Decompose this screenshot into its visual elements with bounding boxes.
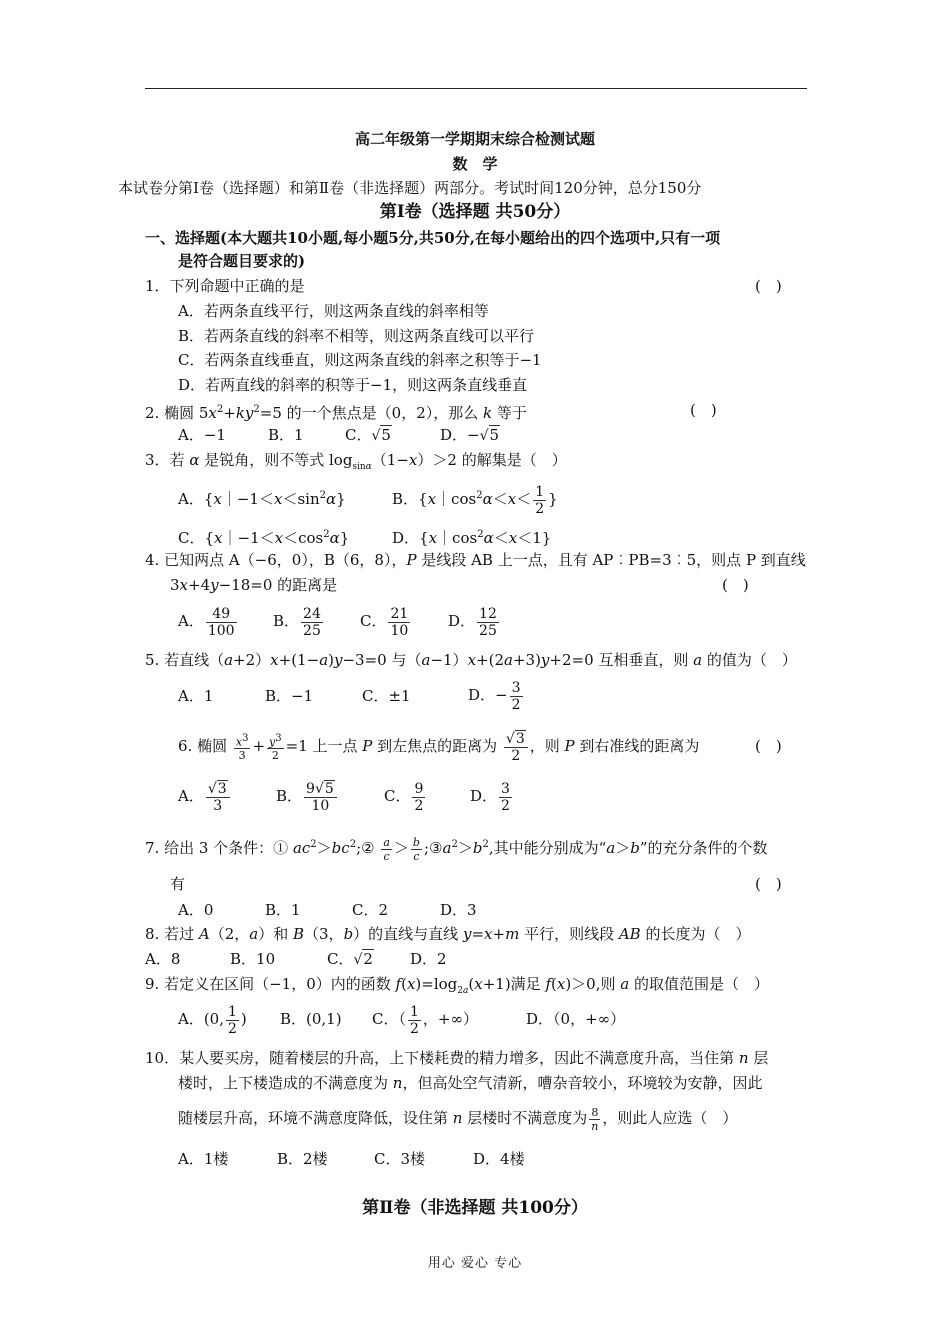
q7-option-c: C．2 xyxy=(352,901,389,919)
q5-option-b: B．−1 xyxy=(265,687,314,705)
q7-option-b: B．1 xyxy=(265,901,301,919)
part2-title: 第Ⅱ卷（非选择题 共100分） xyxy=(362,1198,588,1218)
q4-option-b: B． $\frac{24}{25}$ xyxy=(273,605,321,639)
q10-option-d: D．4楼 xyxy=(473,1150,525,1168)
q8-option-b: B．10 xyxy=(230,950,276,968)
q10-option-a: A．1楼 xyxy=(178,1150,229,1168)
q2-stem: 2. 椭圆 $5x^2+ky^2=5$ 的一个焦点是（0，2），那么 k 等于 xyxy=(145,404,527,422)
q8-option-d: D．2 xyxy=(410,950,447,968)
q1-option-b: B．若两条直线的斜率不相等，则这两条直线可以平行 xyxy=(178,327,535,345)
q1-answer-paren: ( ) xyxy=(755,277,782,295)
q7-answer-paren: ( ) xyxy=(755,875,782,893)
q4-answer-paren: ( ) xyxy=(722,576,749,594)
q4-option-d: D． $\frac{12}{25}$ xyxy=(448,605,497,639)
q8-option-a: A．8 xyxy=(145,950,181,968)
q5-option-d: D．− $\frac{3}{2}$ xyxy=(468,679,521,713)
q4-stem-line2: 3x+4y−18=0 的距离是 xyxy=(170,576,338,594)
q7-stem: 7. 给出 3 个条件：① $ac^2>bc^2;②$ $\frac{a}{c}$ ＞ $\frac{b}{c}$ $;③a^2>b^2$,其中能分别成为“a＞b”的充分条件的个数 xyxy=(145,835,768,863)
q1-option-d: D．若两直线的斜率的积等于−1，则这两条直线垂直 xyxy=(178,376,528,394)
q6-stem: 6. 椭圆 $\frac{x^3}{3}$ + $\frac{y^3}{2}$ =1 上一点 P 到左焦点的距离为 $\frac{√3}{2}$ ，则 P 到右准线的距离为 xyxy=(178,730,700,764)
q9-option-b: B．(0,1) xyxy=(280,1010,342,1028)
q6-option-b: B． $\frac{9√5}{10}$ xyxy=(276,776,339,816)
q3-stem: 3．若 α 是锐角，则不等式 $\log_{sin\alpha}(1-x)>2$ 的解集是（ ） xyxy=(145,451,567,472)
q6-option-a: A． $\frac{√3}{3}$ xyxy=(178,776,232,816)
q3-option-a: A．$\{x|-1<x<\sin^2\alpha\}$ xyxy=(178,490,346,508)
header-rule xyxy=(145,88,807,89)
section-header-line1: 一、选择题(本大题共10小题,每小题5分,共50分,在每小题给出的四个选项中,只有一项 xyxy=(145,229,721,247)
q7-stem-line2: 有 xyxy=(170,875,186,893)
page-footer: 用心 爱心 专心 xyxy=(427,1256,523,1271)
q5-option-a: A．1 xyxy=(178,687,214,705)
q2-option-c: C．√5 xyxy=(345,426,391,444)
q4-stem: 4. 已知两点 A（−6，0），B（6，8），P 是线段 AB 上一点，且有 AP︰PB=3︰5，则点 P 到直线 xyxy=(145,551,806,569)
subject-title: 数 学 xyxy=(452,155,498,173)
q3-option-b: B．{$x|\cos^2\alpha<x<$ $\frac{1}{2}$ } xyxy=(392,483,558,517)
q5-stem: 5. 若直线（a+2）x+(1−a)y−3=0 与（a−1）x+(2a+3)y+2=0 互相垂直，则 a 的值为（ ） xyxy=(145,651,797,669)
q4-option-a: A． $\frac{49}{100}$ xyxy=(178,605,235,639)
q10-stem-line3: 随楼层升高，环境不满意度降低，设住第 n 层楼时不满意度为 $\frac{8}{n}$ ，则此人应选（ ） xyxy=(178,1105,738,1133)
q2-option-d: D．−√5 xyxy=(440,426,500,444)
q1-stem: 1．下列命题中正确的是 xyxy=(145,277,305,295)
q8-stem: 8. 若过 A（2，a）和 B（3，b）的直线与直线 y=x+m 平行，则线段 AB 的长度为（ ） xyxy=(145,925,751,943)
q9-option-a: A．(0, $\frac{1}{2}$ ) xyxy=(178,1003,247,1037)
q7-option-d: D．3 xyxy=(440,901,477,919)
q3-option-c: C．$\{x|-1<x<\cos^2\alpha\}$ xyxy=(178,529,350,547)
q1-option-c: C．若两条直线垂直，则这两条直线的斜率之积等于−1 xyxy=(178,351,542,369)
q9-option-c: C．（ $\frac{1}{2}$ ，+∞） xyxy=(372,1003,478,1037)
q10-stem-line2: 楼时，上下楼造成的不满意度为 n，但高处空气清新，嘈杂音较小，环境较为安静，因此 xyxy=(178,1074,763,1092)
q9-option-d: D．（0，+∞） xyxy=(526,1010,626,1028)
q8-option-c: C．√2 xyxy=(327,950,373,968)
q7-option-a: A．0 xyxy=(178,901,214,919)
q6-answer-paren: ( ) xyxy=(755,737,782,755)
section-header-line2: 是符合题目要求的) xyxy=(178,252,306,270)
exam-title: 高二年级第一学期期末综合检测试题 xyxy=(354,130,595,148)
q5-option-c: C．±1 xyxy=(362,687,411,705)
q2-option-b: B．1 xyxy=(268,426,304,444)
q2-answer-paren: ( ) xyxy=(690,401,717,419)
q1-option-a: A．若两条直线平行，则这两条直线的斜率相等 xyxy=(178,302,489,320)
q10-option-b: B．2楼 xyxy=(277,1150,328,1168)
q10-option-c: C．3楼 xyxy=(374,1150,426,1168)
q10-stem-line1: 10．某人要买房，随着楼层的升高，上下楼耗费的精力增多，因此不满意度升高，当住第 n 层 xyxy=(145,1049,769,1067)
exam-intro: 本试卷分第Ⅰ卷（选择题）和第Ⅱ卷（非选择题）两部分。考试时间120分钟，总分150分 xyxy=(118,179,702,197)
q6-option-d: D． $\frac{3}{2}$ xyxy=(470,780,510,814)
part1-title: 第Ⅰ卷（选择题 共50分） xyxy=(379,202,571,222)
q2-option-a: A．−1 xyxy=(178,426,226,444)
q3-option-d: D．$\{x|\cos^2\alpha<x<1\}$ xyxy=(392,529,552,547)
q4-option-c: C． $\frac{21}{10}$ xyxy=(360,605,409,639)
q6-option-c: C． $\frac{9}{2}$ xyxy=(384,780,424,814)
q9-stem: 9. 若定义在区间（−1，0）内的函数 $f(x)=\log_{2a}(x+1)$满足 f(x)＞0,则 a 的取值范围是（ ） xyxy=(145,975,769,996)
